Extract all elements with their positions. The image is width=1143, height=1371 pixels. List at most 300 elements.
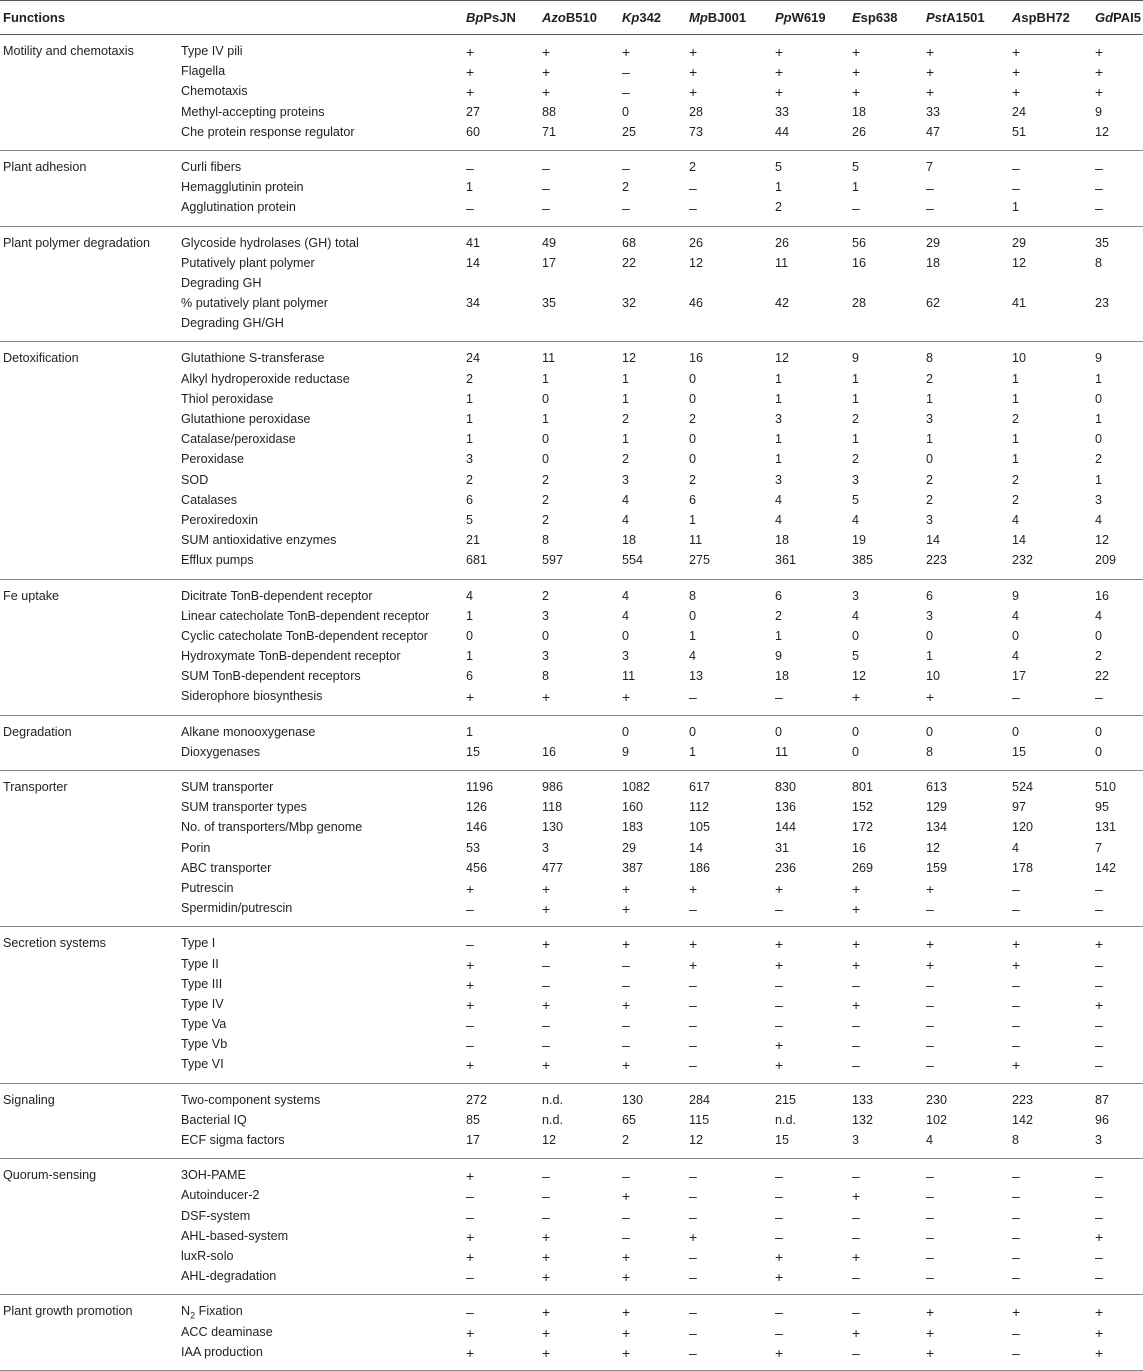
table-cell: + <box>775 44 784 60</box>
table-row <box>0 1111 1143 1131</box>
table-cell: – <box>689 1017 697 1034</box>
table-cell: 477 <box>542 860 564 875</box>
header-strain-italic: Pp <box>775 10 792 25</box>
table-cell: 14 <box>466 255 481 270</box>
table-cell: 14 <box>1012 533 1027 548</box>
table-cell: 617 <box>689 780 711 794</box>
table-group <box>0 927 1143 1083</box>
table-cell: + <box>542 880 551 897</box>
row-label: Two-component systems <box>181 1092 321 1107</box>
table-cell: 2 <box>852 452 860 467</box>
table-cell: 2 <box>466 472 474 487</box>
table-cell: 1 <box>466 649 474 664</box>
table-group <box>0 771 1143 927</box>
table-cell: + <box>466 84 475 101</box>
table-cell: 11 <box>775 255 789 270</box>
table-cell: 5 <box>852 649 860 664</box>
table-cell: 4 <box>466 588 474 603</box>
table-cell: + <box>775 956 784 973</box>
table-cell: + <box>775 1037 784 1054</box>
table-cell: + <box>542 689 551 706</box>
table-cell: – <box>1095 1208 1103 1225</box>
table-cell: – <box>852 1228 860 1245</box>
table-cell: 0 <box>852 724 860 739</box>
table-cell: + <box>542 44 551 60</box>
table-cell: 1 <box>852 391 860 406</box>
table-cell: + <box>1012 956 1021 973</box>
table-cell: 68 <box>622 235 637 250</box>
header-strain-italic: A <box>1012 10 1022 25</box>
row-label: AHL-based-system <box>181 1228 289 1243</box>
table-cell: + <box>926 44 935 60</box>
table-cell: 385 <box>852 553 874 568</box>
table-cell: – <box>1012 1168 1020 1185</box>
table-cell: 1 <box>466 391 474 406</box>
table-cell: + <box>622 1269 631 1286</box>
table-cell: – <box>622 1017 630 1034</box>
table-cell: + <box>775 880 784 897</box>
table-cell: 21 <box>466 533 481 548</box>
table-row <box>0 274 1143 294</box>
table-cell: 2 <box>689 412 697 426</box>
table-cell: – <box>689 1304 697 1321</box>
table-cell: – <box>542 1188 550 1205</box>
table-cell: 1 <box>542 412 550 426</box>
table-cell: – <box>1012 976 1020 993</box>
row-label: Catalases <box>181 492 238 507</box>
header-strain-italic: Bp <box>466 10 484 25</box>
table-row <box>0 1323 1143 1343</box>
table-cell: 8 <box>926 351 934 366</box>
table-cell: + <box>542 1324 551 1341</box>
table-cell: 160 <box>622 800 644 815</box>
table-cell: 13 <box>689 669 704 684</box>
table-cell: 361 <box>775 553 797 568</box>
table-cell: + <box>622 44 631 60</box>
group-name: Signaling <box>3 1092 55 1107</box>
table-cell: – <box>926 1188 934 1205</box>
table-cell: – <box>1095 200 1103 217</box>
table-cell: 0 <box>926 452 934 467</box>
table-cell: 4 <box>1095 512 1103 527</box>
table-cell: – <box>689 1057 697 1074</box>
table-cell: – <box>622 1037 630 1054</box>
table-cell: – <box>1012 1248 1020 1265</box>
table-cell: – <box>689 689 697 706</box>
table-group <box>0 1084 1143 1160</box>
table-cell: – <box>542 180 550 197</box>
table-cell: – <box>852 1208 860 1225</box>
row-label: Glutathione peroxidase <box>181 412 311 426</box>
table-row <box>0 1267 1143 1287</box>
table-row <box>0 450 1143 470</box>
table-cell: 0 <box>622 724 630 739</box>
table-cell: 11 <box>775 744 789 759</box>
table-row <box>0 1055 1143 1075</box>
table-group <box>0 580 1143 716</box>
table-row <box>0 1302 1143 1322</box>
table-cell: 1 <box>775 391 783 406</box>
group-name: Plant adhesion <box>3 159 87 174</box>
table-cell: 8 <box>1095 255 1103 270</box>
header-strain-rest: B510 <box>565 10 597 25</box>
table-cell: – <box>926 1248 934 1265</box>
table-cell: – <box>466 1037 474 1054</box>
table-cell: – <box>689 1344 697 1361</box>
table-cell: 26 <box>689 235 704 250</box>
table-cell: 17 <box>542 255 557 270</box>
table-group <box>0 716 1143 771</box>
table-cell: + <box>852 689 861 706</box>
table-cell: 2 <box>926 492 934 507</box>
group-name: Secretion systems <box>3 936 106 951</box>
table-cell: – <box>622 956 630 973</box>
table-cell: + <box>622 1324 631 1341</box>
table-row <box>0 491 1143 511</box>
table-cell: + <box>1095 1228 1104 1245</box>
table-cell: + <box>466 956 475 973</box>
table-cell: 2 <box>622 180 630 195</box>
table-cell: 26 <box>775 235 790 250</box>
table-row <box>0 1227 1143 1247</box>
table-cell: – <box>775 1304 783 1321</box>
table-cell: 209 <box>1095 553 1117 568</box>
table-cell: 1 <box>466 432 474 447</box>
row-label: Putrescin <box>181 880 234 895</box>
table-body <box>0 35 1143 1371</box>
row-label: Methyl-accepting proteins <box>181 104 325 119</box>
table-cell: – <box>466 936 474 953</box>
table-cell: 132 <box>852 1112 874 1127</box>
table-cell: 22 <box>1095 669 1110 684</box>
table-cell: – <box>542 1037 550 1054</box>
table-cell: – <box>542 159 550 176</box>
table-cell: 1 <box>1012 391 1020 406</box>
table-cell: + <box>1095 1304 1104 1321</box>
table-cell: + <box>542 1269 551 1286</box>
table-cell: 11 <box>689 533 703 548</box>
table-cell: – <box>1012 1208 1020 1225</box>
row-label: IAA production <box>181 1344 263 1359</box>
table-row <box>0 1207 1143 1227</box>
row-label: Degrading GH/GH <box>181 316 284 331</box>
table-row <box>0 975 1143 995</box>
table-cell: + <box>622 1188 631 1205</box>
row-label: Hydroxymate TonB-dependent receptor <box>181 649 401 664</box>
table-cell: 4 <box>852 512 860 527</box>
table-cell: – <box>466 1269 474 1286</box>
table-cell: 56 <box>852 235 867 250</box>
table-cell: – <box>1012 1037 1020 1054</box>
table-cell: 17 <box>466 1133 481 1147</box>
table-cell: 0 <box>622 628 630 643</box>
table-cell: + <box>852 936 861 953</box>
table-cell: – <box>689 1037 697 1054</box>
table-cell: 9 <box>1095 351 1103 366</box>
table-cell: 0 <box>622 104 630 119</box>
table-cell: 2 <box>542 472 550 487</box>
table-cell: 1 <box>1095 472 1103 487</box>
table-cell: 24 <box>1012 104 1027 119</box>
table-cell: 16 <box>542 744 557 759</box>
table-cell: + <box>622 996 631 1013</box>
table-cell: + <box>852 1324 861 1341</box>
header-strain <box>622 10 661 25</box>
table-cell: + <box>775 936 784 953</box>
header-strain-italic: E <box>852 10 861 25</box>
table-cell: + <box>542 1344 551 1361</box>
table-cell: – <box>466 1208 474 1225</box>
table-cell: 88 <box>542 104 557 119</box>
table-row <box>0 607 1143 627</box>
table-cell: – <box>852 1037 860 1054</box>
table-cell: 1 <box>926 432 934 447</box>
table-cell: 47 <box>926 124 941 139</box>
row-label: Type VI <box>181 1057 224 1072</box>
table-cell: 53 <box>466 840 481 855</box>
row-label: Putatively plant polymer <box>181 255 315 270</box>
table-cell: 3 <box>1095 492 1103 507</box>
table-cell: – <box>466 1304 474 1321</box>
table-cell: – <box>542 976 550 993</box>
table-cell: – <box>852 200 860 217</box>
row-label <box>181 1304 243 1321</box>
table-cell: + <box>775 1057 784 1074</box>
table-cell: – <box>926 1057 934 1074</box>
header-functions: Functions <box>3 10 66 25</box>
table-cell: – <box>542 1208 550 1225</box>
table-cell: + <box>775 1269 784 1286</box>
table-cell: + <box>1095 996 1104 1013</box>
table-cell: + <box>466 689 475 706</box>
table-cell: 1 <box>775 180 783 195</box>
table-cell: 1 <box>689 628 697 643</box>
row-label: Degrading GH <box>181 275 262 290</box>
table-cell: 232 <box>1012 553 1034 568</box>
table-cell: 2 <box>1012 412 1020 426</box>
header-strain-rest: PAI5 <box>1113 10 1141 25</box>
table-cell: – <box>926 901 934 918</box>
table-cell: 16 <box>1095 588 1110 603</box>
row-label: Peroxidase <box>181 452 245 467</box>
table-cell: – <box>622 1168 630 1185</box>
table-cell: – <box>689 180 697 197</box>
table-cell: 28 <box>852 296 867 311</box>
table-cell: 5 <box>852 159 860 174</box>
table-cell: – <box>622 64 630 81</box>
table-cell: + <box>542 901 551 918</box>
table-cell: + <box>775 64 784 81</box>
table-cell: + <box>466 1168 475 1185</box>
table-row <box>0 551 1143 571</box>
table-row <box>0 879 1143 899</box>
table-cell: 6 <box>689 492 697 507</box>
table-cell: – <box>1012 689 1020 706</box>
table-cell: + <box>1012 44 1021 60</box>
table-cell: 28 <box>689 104 704 119</box>
table-cell: 1082 <box>622 780 651 794</box>
table-cell: 4 <box>1012 608 1020 623</box>
table-cell: + <box>1012 84 1021 101</box>
table-cell: 4 <box>1012 840 1020 855</box>
table-cell: 3 <box>542 840 550 855</box>
table-cell: 0 <box>689 391 697 406</box>
header-strain <box>926 10 985 25</box>
row-label: ECF sigma factors <box>181 1133 285 1147</box>
table-cell: 6 <box>466 669 474 684</box>
table-cell: + <box>689 44 698 60</box>
table-cell: + <box>542 1228 551 1245</box>
table-cell: 112 <box>689 800 710 815</box>
table-cell: + <box>542 1057 551 1074</box>
table-cell: – <box>926 996 934 1013</box>
header-strain-italic: Mp <box>689 10 708 25</box>
table-cell: 18 <box>775 669 790 684</box>
table-row <box>0 818 1143 838</box>
table-cell: 35 <box>542 296 557 311</box>
table-cell: – <box>689 1188 697 1205</box>
table-cell: + <box>1095 44 1104 60</box>
table-cell: + <box>1095 936 1104 953</box>
table-cell: 0 <box>1095 391 1103 406</box>
table-cell: 830 <box>775 780 797 794</box>
table-cell: 2 <box>622 452 630 467</box>
header-strain-rest: A1501 <box>946 10 985 25</box>
table-cell: + <box>466 1248 475 1265</box>
row-label: Thiol peroxidase <box>181 391 274 406</box>
header-strain-italic: Azo <box>542 10 566 25</box>
table-cell: 71 <box>542 124 557 139</box>
table-cell: – <box>926 1037 934 1054</box>
table-cell: – <box>775 976 783 993</box>
table-group <box>0 151 1143 227</box>
table-cell: – <box>775 1228 783 1245</box>
table-cell: – <box>1095 180 1103 197</box>
table-cell: 33 <box>775 104 790 119</box>
table-row <box>0 587 1143 607</box>
table-cell: 118 <box>542 800 563 815</box>
table-row <box>0 1343 1143 1363</box>
row-label: Type IV <box>181 996 224 1011</box>
table-cell: 16 <box>852 840 867 855</box>
table-cell: – <box>466 200 474 217</box>
table-cell: – <box>542 1017 550 1034</box>
table-cell: 2 <box>926 472 934 487</box>
table-cell: 2 <box>1012 472 1020 487</box>
table-cell: 8 <box>926 744 934 759</box>
row-label: Autoinducer-2 <box>181 1188 260 1203</box>
table-cell: – <box>926 1269 934 1286</box>
table-cell: + <box>622 1304 631 1321</box>
table-cell: + <box>466 1057 475 1074</box>
table-row <box>0 103 1143 123</box>
group-name: Fe uptake <box>3 588 60 603</box>
table-cell: – <box>1095 1168 1103 1185</box>
table-row <box>0 627 1143 647</box>
table-cell: + <box>926 84 935 101</box>
table-cell: 11 <box>622 669 636 684</box>
table-cell: 272 <box>466 1092 488 1107</box>
table-cell: 284 <box>689 1092 711 1107</box>
table-cell: – <box>1012 180 1020 197</box>
row-label: Dioxygenases <box>181 744 261 759</box>
table-row <box>0 198 1143 218</box>
header-strain-italic: Gd <box>1095 10 1114 25</box>
row-label: Type Vb <box>181 1037 228 1052</box>
table-cell: 27 <box>466 104 481 119</box>
table-group <box>0 35 1143 151</box>
table-cell: – <box>1095 159 1103 176</box>
table-cell: 3 <box>775 412 783 426</box>
table-cell: 2 <box>926 371 934 386</box>
row-label: Porin <box>181 840 211 855</box>
table-cell: + <box>775 1248 784 1265</box>
table-cell: – <box>926 976 934 993</box>
table-cell: 4 <box>689 649 697 664</box>
table-cell: + <box>852 956 861 973</box>
table-cell: 1 <box>852 180 860 195</box>
table-cell: 9 <box>775 649 783 664</box>
table-cell: – <box>622 1228 630 1245</box>
table-cell: – <box>689 1324 697 1341</box>
table-cell: 9 <box>1095 104 1103 119</box>
table-cell: 6 <box>775 588 783 603</box>
table-cell: 223 <box>926 553 948 568</box>
table-cell: n.d. <box>542 1092 564 1107</box>
table-cell: 4 <box>775 492 783 507</box>
table-cell: n.d. <box>542 1112 564 1127</box>
table-cell: 2 <box>1095 452 1103 467</box>
table-cell: 9 <box>1012 588 1020 603</box>
table-row <box>0 778 1143 798</box>
table-cell: 4 <box>1012 649 1020 664</box>
table-cell: 3 <box>622 649 630 664</box>
table-cell: + <box>622 936 631 953</box>
table-cell: 510 <box>1095 780 1117 794</box>
table-cell: 0 <box>466 628 474 643</box>
table-cell: 2 <box>775 200 783 215</box>
table-cell: + <box>1012 1304 1021 1321</box>
table-cell: + <box>466 996 475 1013</box>
row-label: DSF-system <box>181 1208 251 1223</box>
table-cell: 3 <box>852 1133 860 1147</box>
table-cell: 120 <box>1012 820 1034 835</box>
table-cell: 1196 <box>466 780 494 794</box>
table-cell: 134 <box>926 820 948 835</box>
row-label: Chemotaxis <box>181 84 248 99</box>
table-cell: 4 <box>622 512 630 527</box>
table-cell: + <box>1095 84 1104 101</box>
table-cell: 0 <box>689 724 697 739</box>
table-cell: 2 <box>542 512 550 527</box>
table-cell: 2 <box>852 412 860 426</box>
table-row <box>0 42 1143 62</box>
table-cell: 4 <box>926 1133 934 1147</box>
header-strain <box>852 10 898 25</box>
row-label: Hemagglutinin protein <box>181 180 304 195</box>
table-cell: 1 <box>466 412 474 426</box>
table-cell: – <box>1095 880 1103 897</box>
table-cell: – <box>1095 956 1103 973</box>
table-cell: 26 <box>852 124 867 139</box>
table-cell: + <box>466 880 475 897</box>
table-cell: 130 <box>542 820 564 835</box>
table-cell: 129 <box>926 800 948 815</box>
table-row <box>0 294 1143 314</box>
table-cell: + <box>466 976 475 993</box>
table-cell: 8 <box>542 669 550 684</box>
table-row <box>0 370 1143 390</box>
